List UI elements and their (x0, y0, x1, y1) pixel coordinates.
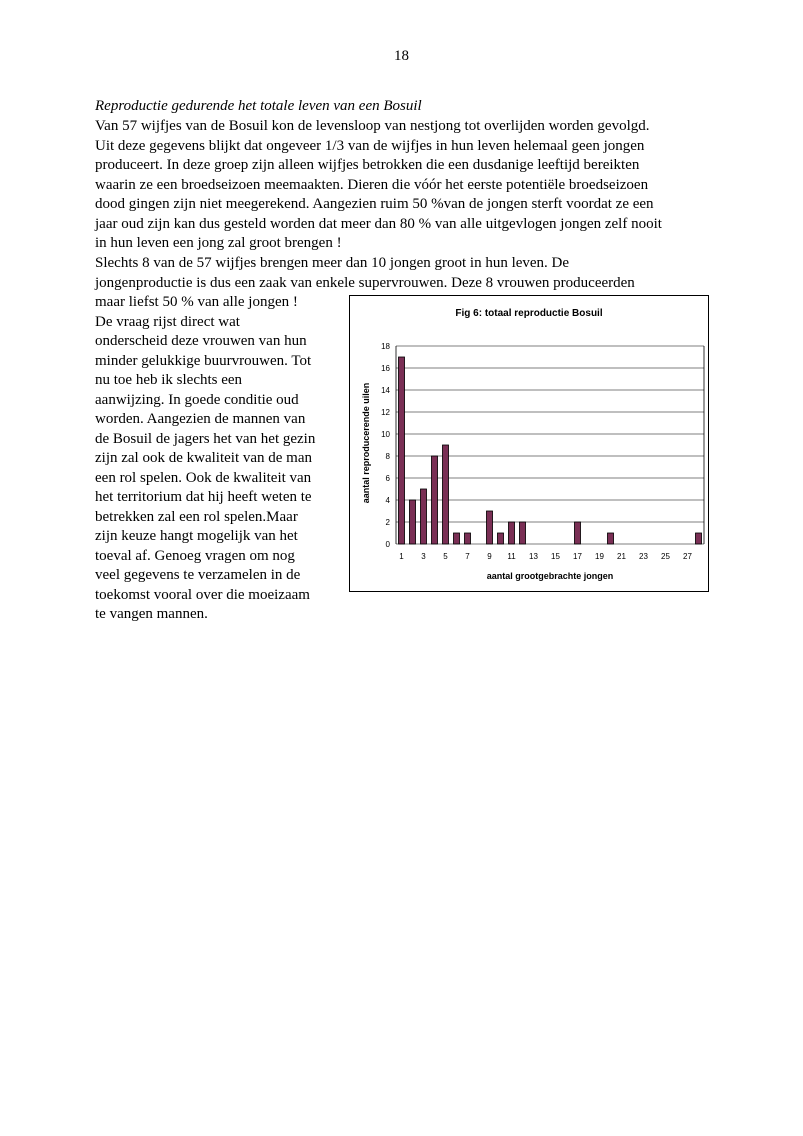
bar (453, 533, 459, 544)
text-line: onderscheid deze vrouwen van hun (95, 333, 307, 349)
y-tick-label: 14 (381, 386, 390, 395)
text-line: toekomst vooral over die moeizaam (95, 586, 310, 603)
bars (398, 357, 701, 544)
bar (442, 445, 448, 544)
text-line: Van 57 wijfjes van de Bosuil kon de levensloop van nestjong tot overlijden worden gevolgd. (95, 118, 650, 134)
text-line: jaar oud zijn kan dus gesteld worden dat meer dan 80 % van alle uitgevlogen jongen zelf nooit (95, 215, 662, 232)
y-tick-label: 2 (385, 518, 390, 527)
text-line: een rol spelen. Ook de kwaliteit van (95, 469, 312, 486)
bar (464, 533, 470, 544)
text-line: het territorium dat hij heeft weten te (95, 489, 312, 505)
y-tick-label: 0 (385, 540, 390, 549)
text-line: aanwijzing. In goede conditie oud (95, 391, 299, 408)
x-tick-label: 25 (661, 552, 670, 561)
x-tick-label: 23 (639, 552, 648, 561)
text-line: toeval af. Genoeg vragen om nog (95, 547, 295, 564)
y-tick-label: 16 (381, 364, 390, 373)
text-line: zijn keuze hangt mogelijk van het (95, 528, 298, 544)
section-heading: Reproductie gedurende het totale leven van een Bosuil (95, 98, 422, 114)
bar (508, 522, 514, 544)
figure-6-chart (349, 295, 709, 592)
text-line: jongenproductie is dus een zaak van enkele supervrouwen. Deze 8 vrouwen produceerden (95, 274, 635, 291)
y-tick-label: 10 (381, 430, 390, 439)
text-line: in hun leven een jong zal groot brengen ! (95, 235, 342, 251)
text-line: worden. Aangezien de mannen van (95, 411, 306, 427)
x-tick-label: 9 (487, 552, 492, 561)
text-line: zijn zal ook de kwaliteit van de man (95, 450, 313, 466)
text-line: veel gegevens te verzamelen in de (95, 567, 301, 583)
text-line: minder gelukkige buurvrouwen. Tot (95, 352, 312, 369)
y-axis-label: aantal reproducerende uilen (361, 382, 371, 504)
text-line: maar liefst 50 % van alle jongen ! (95, 294, 298, 310)
x-axis-label: aantal grootgebrachte jongen (486, 571, 614, 581)
bar (420, 489, 426, 544)
y-tick-label: 4 (385, 496, 390, 505)
bar (486, 511, 492, 544)
x-tick-label: 27 (683, 552, 692, 561)
bar (574, 522, 580, 544)
bar (398, 357, 404, 544)
page-number: 18 (394, 48, 409, 64)
bar (519, 522, 525, 544)
x-tick-label: 3 (421, 552, 426, 561)
text-line: nu toe heb ik slechts een (95, 372, 243, 388)
text-line: dood gingen zijn niet meegerekend. Aangezien ruim 50 %van de jongen sterft voordat ze een (95, 196, 654, 212)
x-tick-labels (399, 552, 692, 561)
bar-chart-svg (350, 296, 708, 591)
x-tick-label: 15 (551, 552, 560, 561)
text-line: waarin ze een broedseizoen meemaakten. Dieren die vóór het eerste potentiële broedseizoen (95, 176, 649, 193)
x-tick-label: 5 (443, 552, 448, 561)
text-line: te vangen mannen. (95, 606, 208, 622)
y-tick-label: 12 (381, 408, 390, 417)
x-tick-label: 1 (399, 552, 404, 561)
text-line: Uit deze gegevens blijkt dat ongeveer 1/3 van de wijfjes in hun leven helemaal geen jongen (95, 137, 645, 154)
y-tick-label: 8 (385, 452, 390, 461)
text-line: De vraag rijst direct wat (95, 313, 240, 330)
text-line: produceert. In deze groep zijn alleen wijfjes betrokken die een dusdanige leeftijd bereikten (95, 157, 640, 173)
bar (695, 533, 701, 544)
x-tick-label: 13 (529, 552, 538, 561)
bar (409, 500, 415, 544)
y-tick-labels (381, 342, 390, 549)
bar (431, 456, 437, 544)
x-tick-label: 19 (595, 552, 604, 561)
bar (607, 533, 613, 544)
x-tick-label: 7 (465, 552, 470, 561)
paragraph-2 (95, 254, 715, 293)
text-line: betrekken zal een rol spelen.Maar (95, 508, 298, 525)
paragraph-1 (95, 117, 715, 254)
text-line: Slechts 8 van de 57 wijfjes brengen meer dan 10 jongen groot in hun leven. De (95, 255, 570, 271)
x-tick-label: 11 (507, 552, 516, 561)
paragraph-3-column (95, 293, 340, 625)
y-tick-label: 18 (381, 342, 390, 351)
bar (497, 533, 503, 544)
text-line: de Bosuil de jagers het van het gezin (95, 430, 316, 447)
chart-title: Fig 6: totaal reproductie Bosuil (455, 308, 603, 319)
x-tick-label: 17 (573, 552, 582, 561)
x-tick-label: 21 (617, 552, 626, 561)
y-tick-label: 6 (385, 474, 390, 483)
